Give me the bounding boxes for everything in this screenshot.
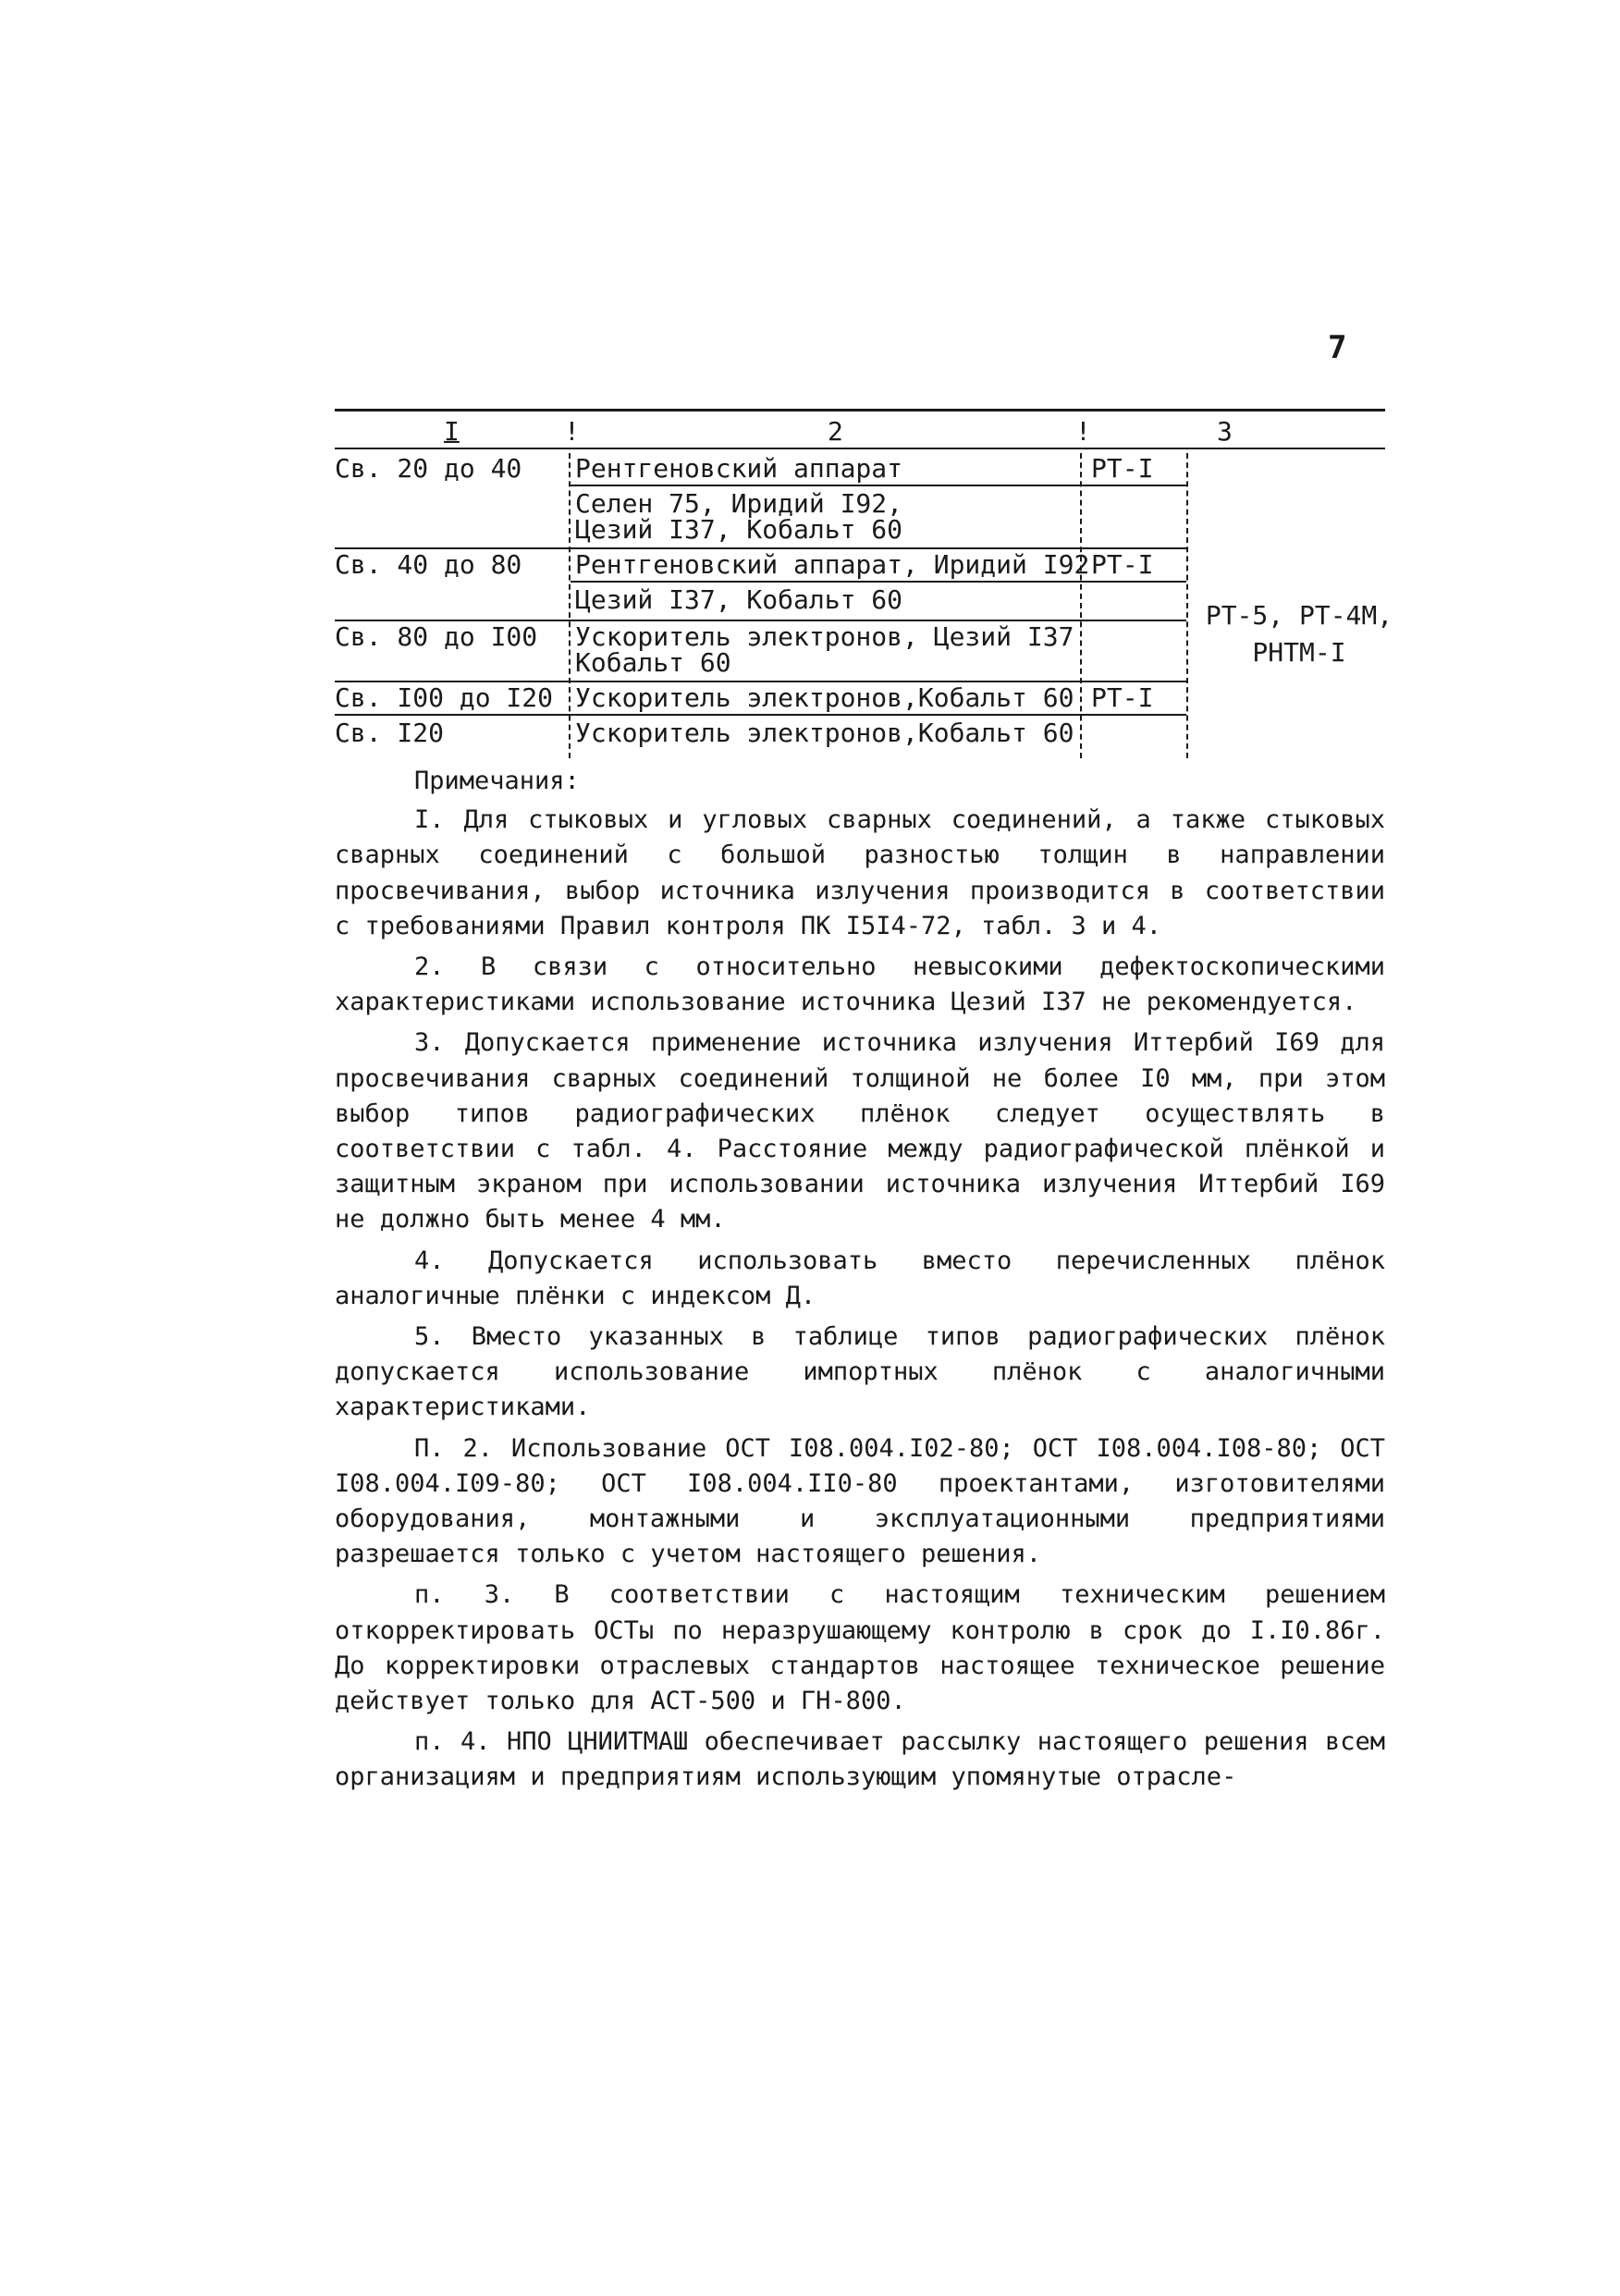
point-item: п. 3. В соответствии с настоящим техническим решением откорректировать ОСТы по неразрушающему контролю в срок до I.I0.86г. До корректировки отраслевых стандартов настоящее техническое решение действует только для АСТ-500 и ГН-800. xyxy=(335,1580,1385,1716)
cell-source: Ускоритель электронов, Цезий I37 xyxy=(575,621,1074,652)
col3-line: РНТМ-I xyxy=(1252,637,1346,668)
note-item: 4. Допускается использовать вместо перечисленных плёнок аналогичные плёнки с индексом Д. xyxy=(335,1246,1385,1310)
col-separator xyxy=(1186,453,1188,758)
cell-source: Рентгеновский аппарат xyxy=(575,453,903,484)
row-rule xyxy=(571,485,1186,486)
cell-film: РТ-I xyxy=(1091,682,1154,713)
header-separator: ! xyxy=(564,416,580,447)
point-item: п. 4. НПО ЦНИИТМАШ обеспечивает рассылку настоящего решения всем организациям и предприятиям использующим упомянутые отрасле- xyxy=(335,1727,1385,1792)
note-item: I. Для стыковых и угловых сварных соединений, а также стыковых сварных соединений с большой разностью толщин в направлении просвечивания, выбор источника излучения производится в соответствии с требованиями Правил контроля ПК I5I4-72, табл. 3 и 4. xyxy=(335,805,1385,940)
table-top-rule xyxy=(335,409,1385,411)
cell-source: Цезий I37, Кобальт 60 xyxy=(575,514,903,545)
cell-thickness: Св. I20 xyxy=(335,718,445,748)
note-item: 5. Вместо указанных в таблице типов радиографических плёнок допускается использование импортных плёнок с аналогичными характеристиками. xyxy=(335,1322,1385,1422)
row-rule xyxy=(571,581,1186,583)
col3-film-types xyxy=(1193,597,1405,671)
cell-thickness: Св. I00 до I20 xyxy=(335,682,554,713)
point-item: П. 2. Использование ОСТ I08.004.I02-80; ОСТ I08.004.I08-80; ОСТ I08.004.I09-80; ОСТ I08.004.II0-80 проектантами, изготовителями оборудования, монтажными и эксплуатационными предприятиями разрешается только с учетом настоящего решения. xyxy=(335,1433,1385,1569)
notes-body xyxy=(335,764,1385,1796)
cell-source: Ускоритель электронов,Кобальт 60 xyxy=(575,718,1074,748)
header-col3: 3 xyxy=(1217,416,1233,447)
note-item: 2. В связи с относительно невысокими дефектоскопическими характеристиками использование источника Цезий I37 не рекомендуется. xyxy=(335,952,1385,1017)
cell-film: РТ-I xyxy=(1091,453,1154,484)
notes-heading: Примечания: xyxy=(414,767,580,795)
cell-film: РТ-I xyxy=(1091,549,1154,580)
header-col2: 2 xyxy=(828,416,843,447)
col-separator xyxy=(569,453,571,758)
header-col1: I xyxy=(444,416,460,447)
table-header-rule xyxy=(335,448,1385,449)
col-separator xyxy=(1080,453,1082,758)
row-rule xyxy=(335,714,1186,716)
cell-source: Цезий I37, Кобальт 60 xyxy=(575,584,903,615)
cell-thickness: Св. 80 до I00 xyxy=(335,621,538,652)
cell-source: Селен 75, Иридий I92, xyxy=(575,488,903,519)
cell-source: Кобальт 60 xyxy=(575,647,731,678)
cell-thickness: Св. 40 до 80 xyxy=(335,549,522,580)
page-number: 7 xyxy=(1328,329,1347,366)
col3-line: РТ-5, РТ-4М, xyxy=(1205,600,1393,631)
header-separator: ! xyxy=(1075,416,1091,447)
cell-thickness: Св. 20 до 40 xyxy=(335,453,522,484)
cell-source: Рентгеновский аппарат, Иридий I92 xyxy=(575,549,1090,580)
note-item: 3. Допускается применение источника излучения Иттербий I69 для просвечивания сварных соединений толщиной не более I0 мм, при этом выбор типов радиографических плёнок следует осуществлять в соответствии с табл. 4. Расстояние между радиографической плёнкой и защитным экраном при использовании источника излучения Иттербий I69 не должно быть менее 4 мм. xyxy=(335,1028,1385,1234)
cell-source: Ускоритель электронов,Кобальт 60 xyxy=(575,682,1074,713)
